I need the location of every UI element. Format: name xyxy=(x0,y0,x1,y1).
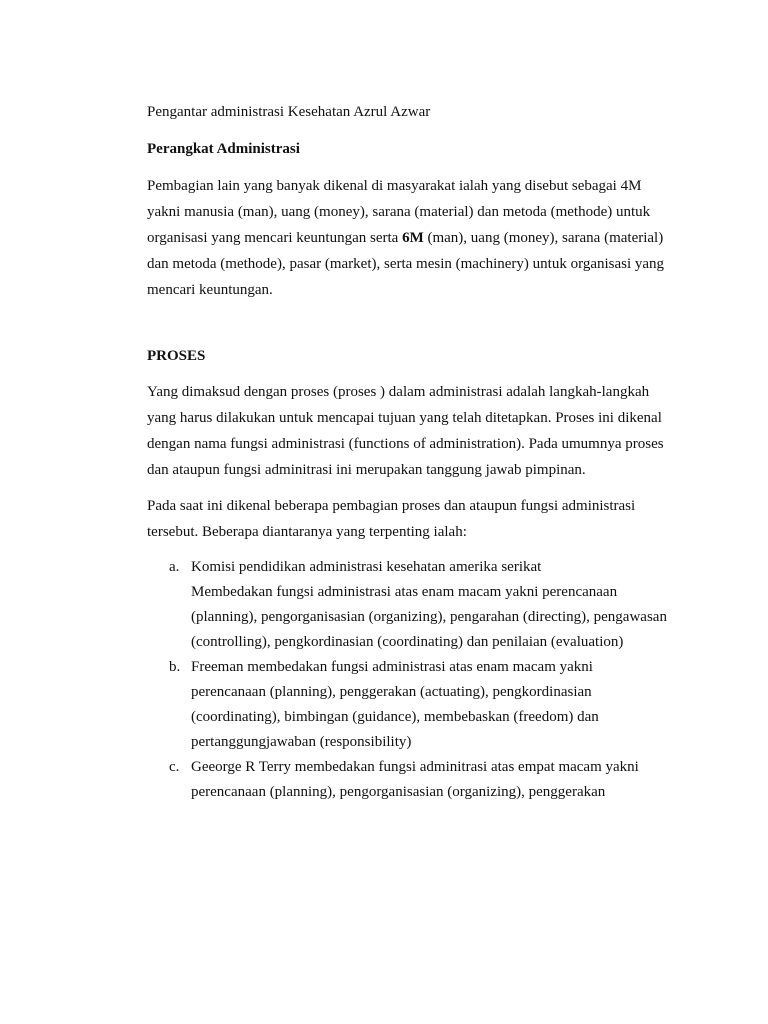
paragraph-perangkat xyxy=(147,173,667,303)
fungsi-administrasi-list xyxy=(147,555,667,805)
heading-perangkat-administrasi: Perangkat Administrasi xyxy=(147,141,300,157)
paragraph-proses-definition: Yang dimaksud dengan proses (proses ) dalam administrasi adalah langkah-langkah yang harus dilakukan untuk mencapai tujuan yang telah ditetapkan. Proses ini dikenal dengan nama fungsi administrasi (functions of administration). Pada umumnya proses dan ataupun fungsi adminitrasi ini merupakan tanggung jawab pimpinan. xyxy=(147,384,664,478)
list-item-a xyxy=(147,555,667,655)
list-item-c-body: Geeorge R Terry membedakan fungsi adminitrasi atas empat macam yakni perencanaan (planning), pengorganisasian (organizing), penggerakan xyxy=(191,759,639,800)
list-marker-a: a. xyxy=(169,559,180,575)
paragraph-proses-division: Pada saat ini dikenal beberapa pembagian proses dan ataupun fungsi administrasi tersebut. Beberapa diantaranya yang terpenting ialah: xyxy=(147,498,636,540)
document-page xyxy=(147,100,667,805)
list-item-a-body: Membedakan fungsi administrasi atas enam macam yakni perencanaan (planning), pengorganisasian (organizing), pengarahan (directing), pengawasan (controlling), pengkordinasian (coordinating) dan penilaian (evaluation) xyxy=(191,584,667,650)
paragraph-perangkat-text-2: (man), uang (money), sarana (material) dan metoda (methode), pasar (market), serta mesin (machinery) untuk organisasi yang mencari keuntungan. xyxy=(147,230,665,298)
heading-proses: PROSES xyxy=(147,348,206,364)
document-title: Pengantar administrasi Kesehatan Azrul Azwar xyxy=(147,104,431,120)
paragraph-perangkat-bold-6m: 6M xyxy=(402,230,424,246)
list-item-c xyxy=(147,755,667,805)
list-item-b-body: Freeman membedakan fungsi administrasi atas enam macam yakni perencanaan (planning), penggerakan (actuating), pengkordinasian (coordinating), bimbingan (guidance), membebaskan (freedom) dan pertanggungjawaban (responsibility) xyxy=(191,659,599,750)
list-item-a-title: Komisi pendidikan administrasi kesehatan amerika serikat xyxy=(191,559,542,575)
paragraph-perangkat-text-1: Pembagian lain yang banyak dikenal di masyarakat ialah yang disebut sebagai 4M yakni manusia (man), uang (money), sarana (material) dan metoda (methode) untuk organisasi yang mencari keuntungan serta xyxy=(147,178,651,246)
list-item-b xyxy=(147,655,667,755)
list-marker-b: b. xyxy=(169,659,181,675)
list-marker-c: c. xyxy=(169,759,180,775)
